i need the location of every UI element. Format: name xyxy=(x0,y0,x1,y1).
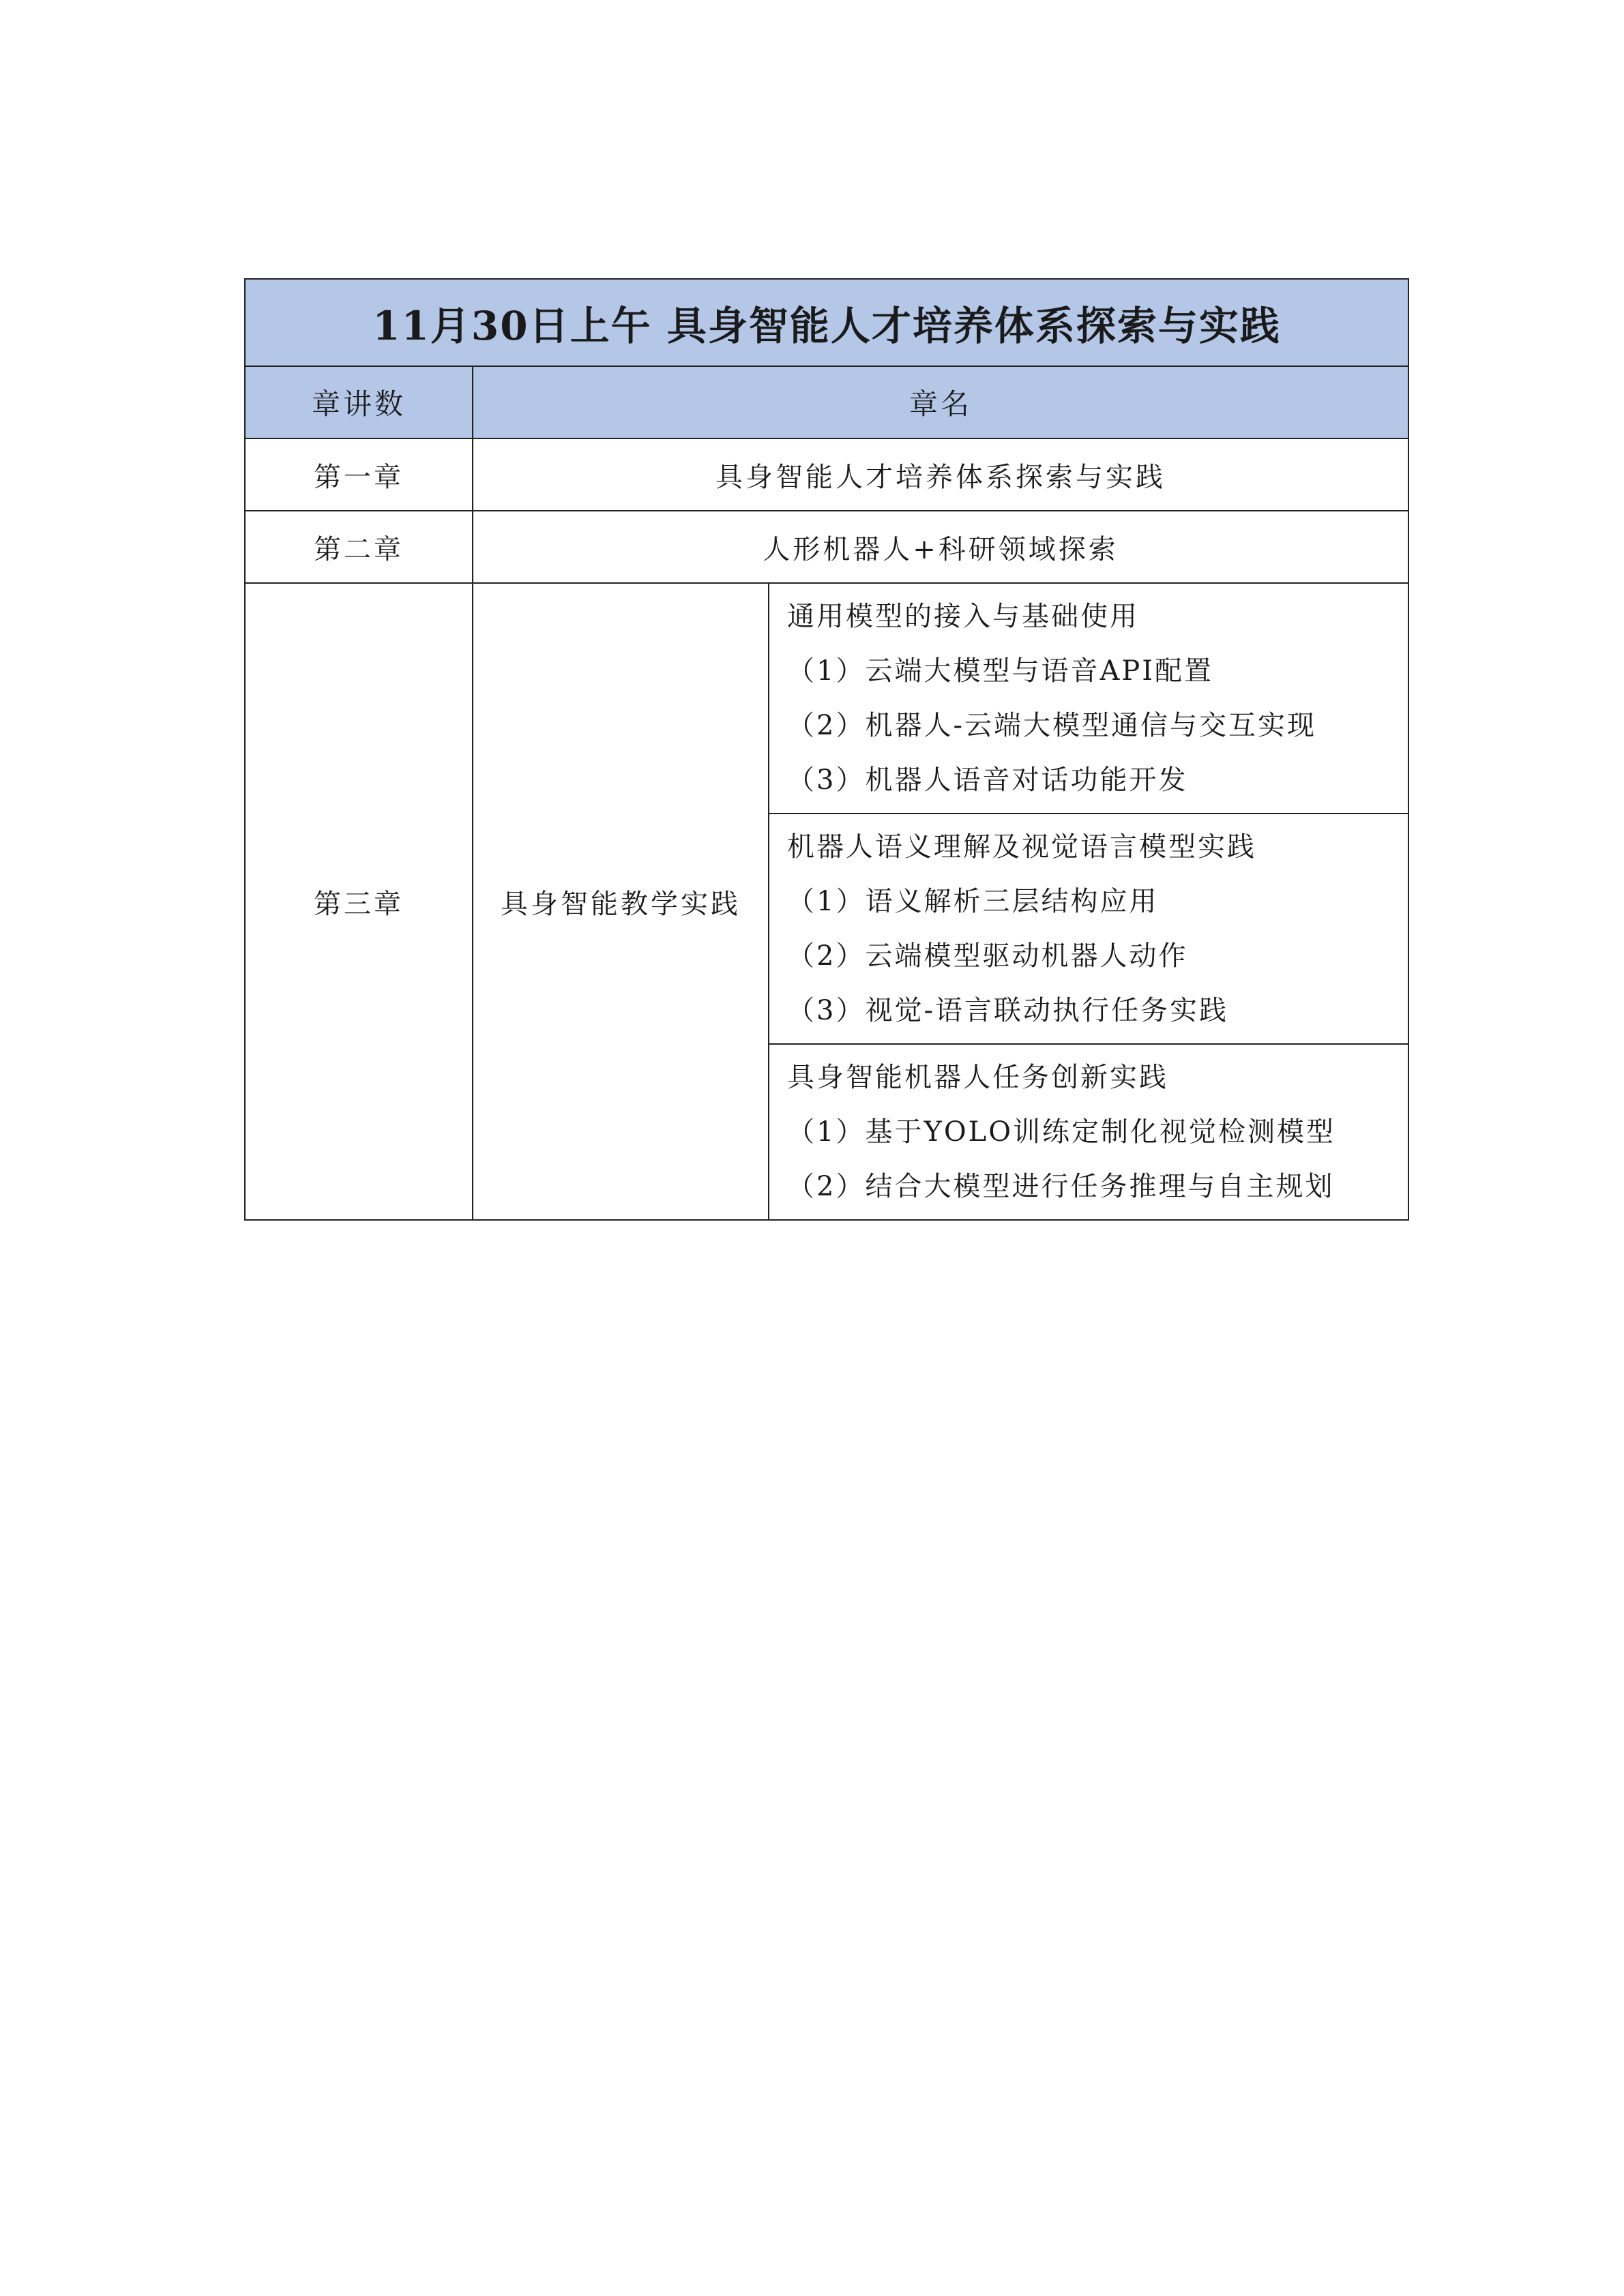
section-item: （3）视觉-语言联动执行任务实践 xyxy=(787,995,1228,1026)
section-cell xyxy=(769,814,1408,1044)
chapter-cell: 第二章 xyxy=(245,511,473,583)
chapter-name-cell: 具身智能人才培养体系探索与实践 xyxy=(473,438,1408,511)
chapter-cell: 第一章 xyxy=(245,438,473,511)
header-row xyxy=(245,366,1408,438)
section-item: （2）机器人-云端大模型通信与交互实现 xyxy=(787,710,1316,741)
table-title: 11月30日上午 具身智能人才培养体系探索与实践 xyxy=(245,279,1408,366)
section-item: （2）结合大模型进行任务推理与自主规划 xyxy=(787,1171,1335,1202)
section-title: 通用模型的接入与基础使用 xyxy=(787,601,1139,632)
table-row xyxy=(245,511,1408,583)
section-item: （1）语义解析三层结构应用 xyxy=(787,886,1159,917)
section-title: 机器人语义理解及视觉语言模型实践 xyxy=(787,831,1256,863)
section-title: 具身智能机器人任务创新实践 xyxy=(787,1062,1168,1093)
section-cell xyxy=(769,583,1408,814)
chapter-name-cell: 具身智能教学实践 xyxy=(473,583,769,1220)
table-row xyxy=(245,583,1408,814)
section-cell xyxy=(769,1044,1408,1220)
section-item: （2）云端模型驱动机器人动作 xyxy=(787,940,1188,972)
schedule-table xyxy=(244,278,1409,1221)
table-row xyxy=(245,438,1408,511)
header-chapter-name: 章名 xyxy=(473,366,1408,438)
title-row xyxy=(245,279,1408,366)
section-item: （3）机器人语音对话功能开发 xyxy=(787,764,1188,796)
section-item: （1）云端大模型与语音API配置 xyxy=(787,655,1214,687)
header-chapter-count: 章讲数 xyxy=(245,366,473,438)
section-item: （1）基于YOLO训练定制化视觉检测模型 xyxy=(787,1116,1336,1148)
chapter-name-cell: 人形机器人+科研领域探索 xyxy=(473,511,1408,583)
chapter-cell: 第三章 xyxy=(245,583,473,1220)
